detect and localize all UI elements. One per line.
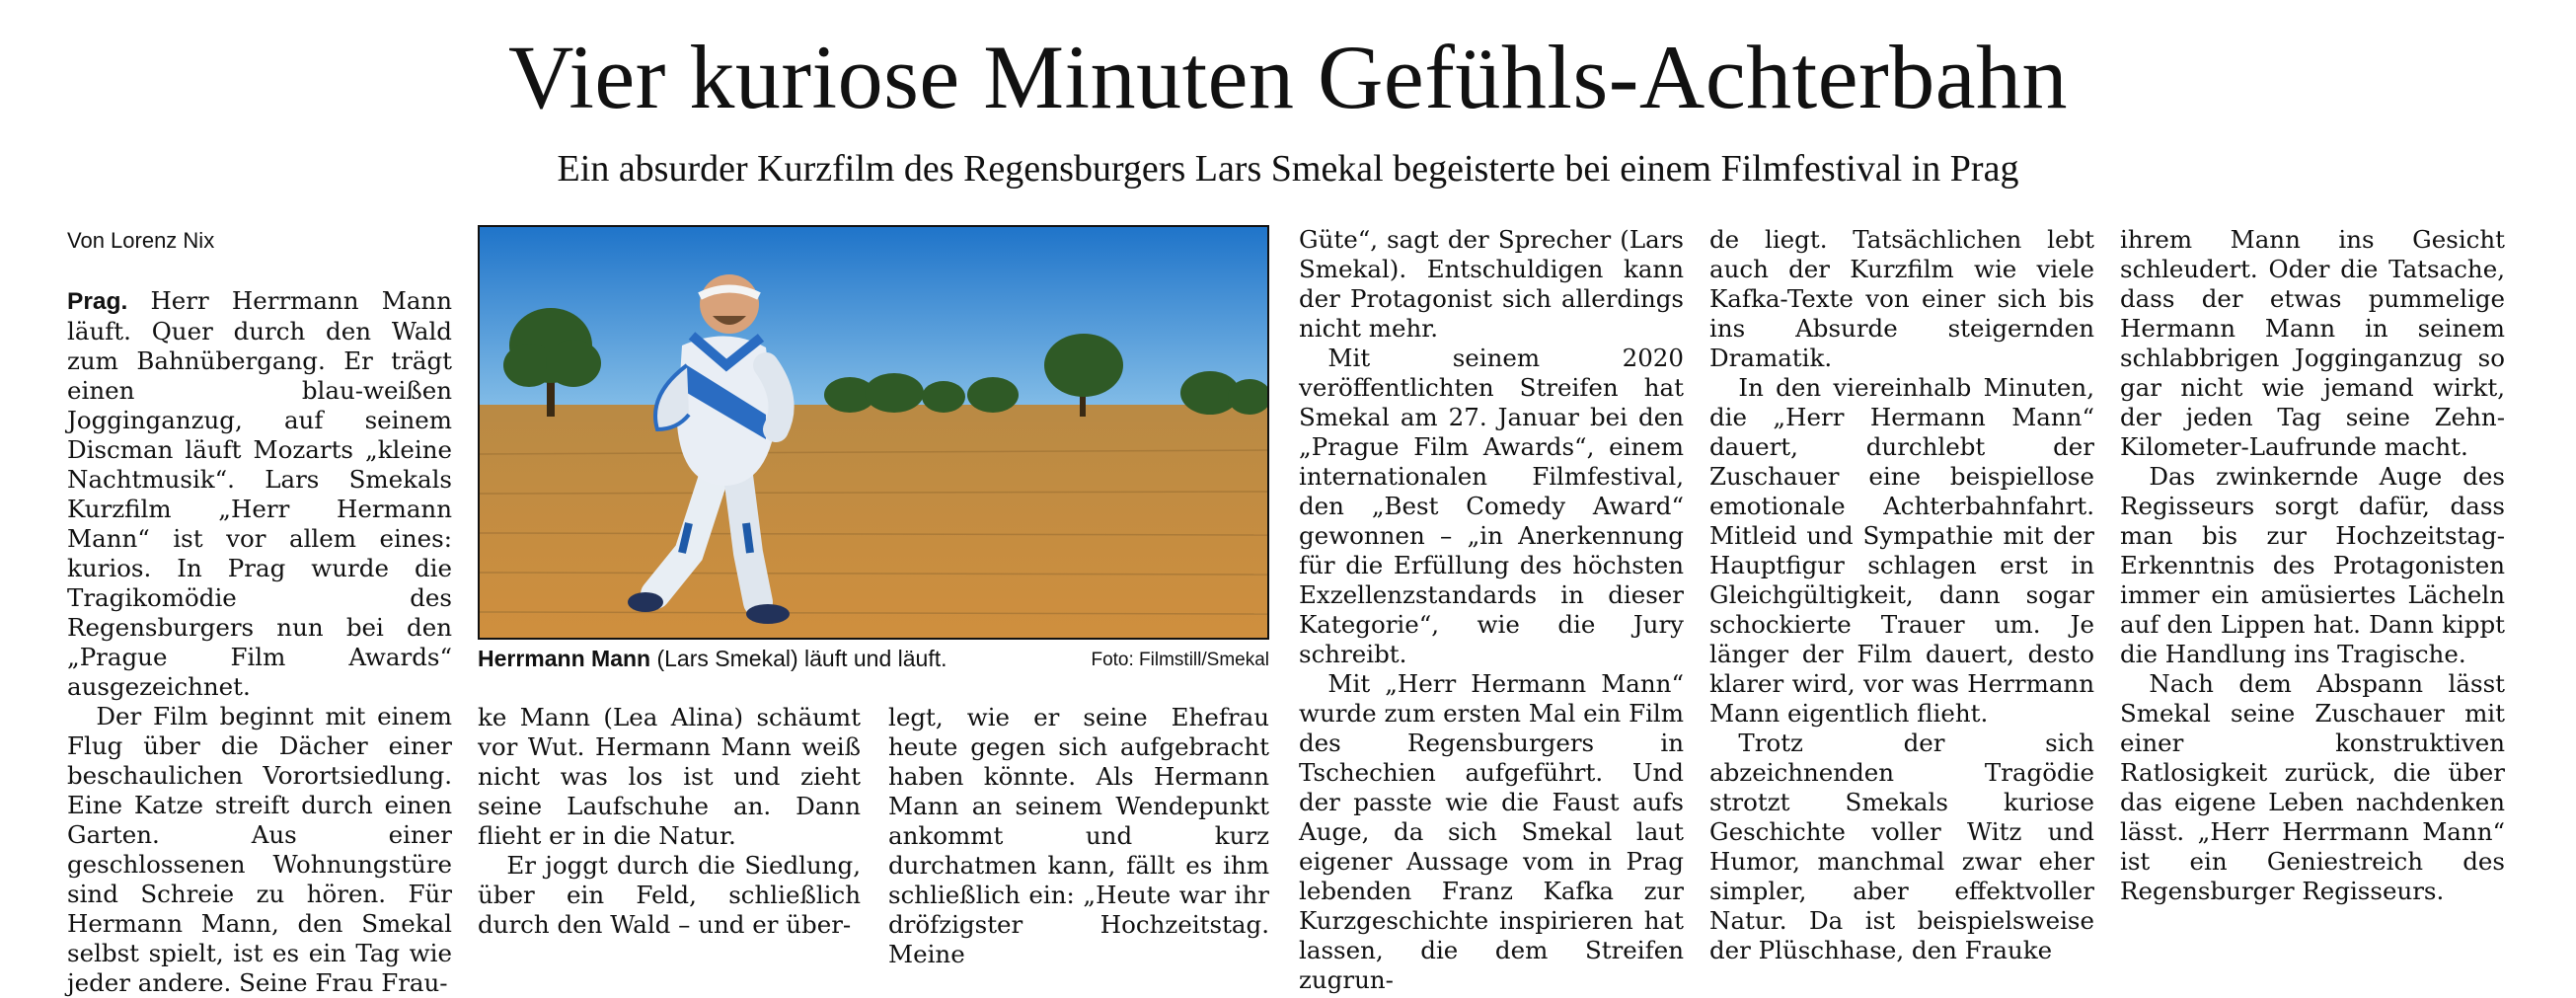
caption-text: (Lars Smekal) läuft und läuft. — [650, 646, 947, 671]
text-column-3 — [888, 703, 1269, 969]
paragraph: de liegt. Tatsächlichen lebt auch der Kurzfilm wie viele Kafka-Texte von einer sich bis ins Absurde steigernden Dramatik. — [1709, 225, 2094, 372]
byline: Von Lorenz Nix — [67, 228, 215, 253]
photo-illustration — [480, 227, 1267, 638]
paragraph: ihrem Mann ins Gesicht schleudert. Oder die Tatsache, dass der etwas pummelige Hermann Mann in seinem schlabbrigen Jogginganzug so gar nicht wie jemand wirkt, der jeden Tag seine Zehn-Kilometer-Laufrunde macht. — [2120, 225, 2505, 461]
film-still-photo — [478, 225, 1269, 640]
photo-caption — [478, 644, 1269, 675]
subheadline: Ein absurder Kurzfilm des Regensburgers Lars Smekal begeisterte bei einem Filmfestival in Prag — [557, 148, 2019, 190]
paragraph: Der Film beginnt mit einem Flug über die Dächer einer beschaulichen Vorortsiedlung. Eine Katze streift durch einen Garten. Aus einer geschlossenen Wohnungstüre sind Schreie zu hören. Für Hermann Mann, den Smekal selbst spielt, ist es ein Tag wie jeder andere. Seine Frau Frau- — [67, 702, 452, 997]
dateline: Prag. — [67, 288, 128, 315]
paragraph: In den viereinhalb Minuten, die „Herr Hermann Mann“ dauert, durchlebt der Zuschauer eine beispiellose emotionale Achterbahnfahrt. Mitleid und Sympathie mit der Hauptfigur schlagen erst in Gleichgültigkeit, dann sogar schockierte Trauer um. Je länger der Film dauert, desto klarer wird, vor was Herrmann Mann eigentlich flieht. — [1709, 373, 2094, 728]
paragraph: legt, wie er seine Ehefrau heute gegen sich aufgebracht haben könnte. Als Hermann Mann an seinem Wendepunkt ankommt und kurz durchatmen kann, fällt es ihm schließlich ein: „Heute war ihr dröfzigster Hochzeitstag. Meine — [888, 703, 1269, 968]
paragraph: Güte“, sagt der Sprecher (Lars Smekal). Entschuldigen kann der Protagonist sich allerdings nicht mehr. — [1299, 225, 1684, 343]
paragraph: Mit seinem 2020 veröffentlichten Streifen hat Smekal am 27. Januar bei den „Prague Film Awards“, einem internationalen Filmfestival, den „Best Comedy Award“ gewonnen – „in Anerkennung für die Erfüllung des höchsten Exzellenzstandards in dieser Kategorie“, wie die Jury schreibt. — [1299, 344, 1684, 668]
text-column-5 — [1709, 225, 2094, 965]
text-column-1 — [67, 286, 452, 998]
text-column-4 — [1299, 225, 1684, 995]
headline: Vier kuriose Minuten Gefühls-Achterbahn — [507, 27, 2069, 127]
paragraph: Nach dem Abspann lässt Smekal seine Zuschauer mit einer konstruktiven Ratlosigkeit zurück, die über das eigene Leben nachdenken lässt. „Herr Herrmann Mann“ ist ein Geniestreich des Regensburger Regisseurs. — [2120, 669, 2505, 905]
paragraph — [67, 286, 452, 702]
text-column-6 — [2120, 225, 2505, 906]
paragraph: Er joggt durch die Siedlung, über ein Feld, schließlich durch den Wald – und er über- — [478, 851, 861, 939]
paragraph-text: Herr Herrmann Mann läuft. Quer durch den Wald zum Bahnübergang. Er trägt einen blau-weißen Jogginganzug, auf seinem Discman läuft Mozarts „kleine Nachtmusik“. Lars Smekals Kurzfilm „Herr Hermann Mann“ ist vor allem eines: kurios. In Prag wurde die Tragikomödie des Regensburgers nun bei den „Prague Film Awards“ ausgezeichnet. — [67, 286, 452, 701]
caption-name: Herrmann Mann — [478, 646, 651, 671]
paragraph: Mit „Herr Hermann Mann“ wurde zum ersten Mal ein Film des Regensburgers in Tschechien aufgeführt. Und der passte wie die Faust aufs Auge, da sich Smekal laut eigener Aussage vom in Prag lebenden Franz Kafka zur Kurzgeschichte inspirieren hat lassen, die dem Streifen zugrun- — [1299, 669, 1684, 994]
text-column-2 — [478, 703, 861, 940]
photo-credit: Foto: Filmstill/Smekal — [1091, 650, 1269, 670]
paragraph: Das zwinkernde Auge des Regisseurs sorgt dafür, dass man bis zur Hochzeitstag-Erkenntnis des Protagonisten immer ein amüsiertes Lächeln auf den Lippen hat. Dann kippt die Handlung ins Tragische. — [2120, 462, 2505, 668]
paragraph: Trotz der sich abzeichnenden Tragödie strotzt Smekals kuriose Geschichte voller Witz und Humor, manchmal zwar eher simpler, aber effektvoller Natur. Da ist beispielsweise der Plüschhase, den Frauke — [1709, 729, 2094, 964]
paragraph: ke Mann (Lea Alina) schäumt vor Wut. Hermann Mann weiß nicht was los ist und zieht seine Laufschuhe an. Dann flieht er in die Natur. — [478, 703, 861, 850]
